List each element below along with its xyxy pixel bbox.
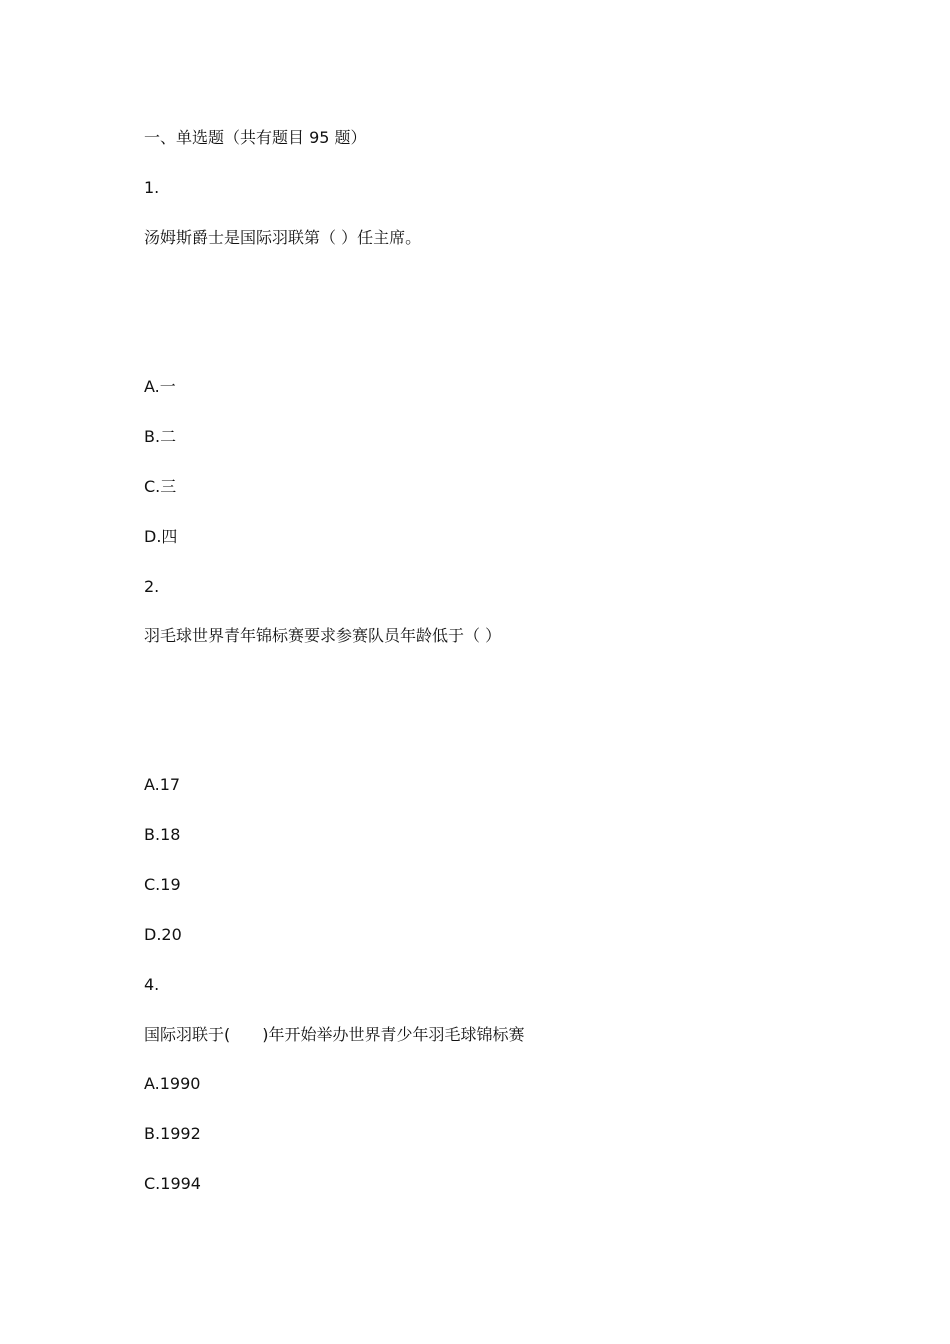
option-b: B.1992	[144, 1124, 201, 1143]
option-a: A.一	[144, 377, 176, 396]
option-d: D.四	[144, 527, 178, 546]
option-c: C.1994	[144, 1174, 201, 1193]
question-number: 4.	[144, 975, 160, 994]
option-b: B.18	[144, 825, 181, 844]
option-a: A.17	[144, 775, 181, 794]
question-number: 2.	[144, 577, 160, 596]
question-number: 1.	[144, 178, 160, 197]
option-a: A.1990	[144, 1074, 201, 1093]
question-stem: 国际羽联于( )年开始举办世界青少年羽毛球锦标赛	[144, 1025, 525, 1044]
option-c: C.19	[144, 875, 181, 894]
question-stem: 汤姆斯爵士是国际羽联第（ ）任主席。	[144, 228, 422, 247]
option-c: C.三	[144, 477, 177, 496]
section-title: 一、单选题（共有题目 95 题）	[144, 128, 367, 147]
question-stem: 羽毛球世界青年锦标赛要求参赛队员年龄低于（ ）	[144, 626, 502, 645]
option-d: D.20	[144, 925, 182, 944]
option-b: B.二	[144, 427, 177, 446]
